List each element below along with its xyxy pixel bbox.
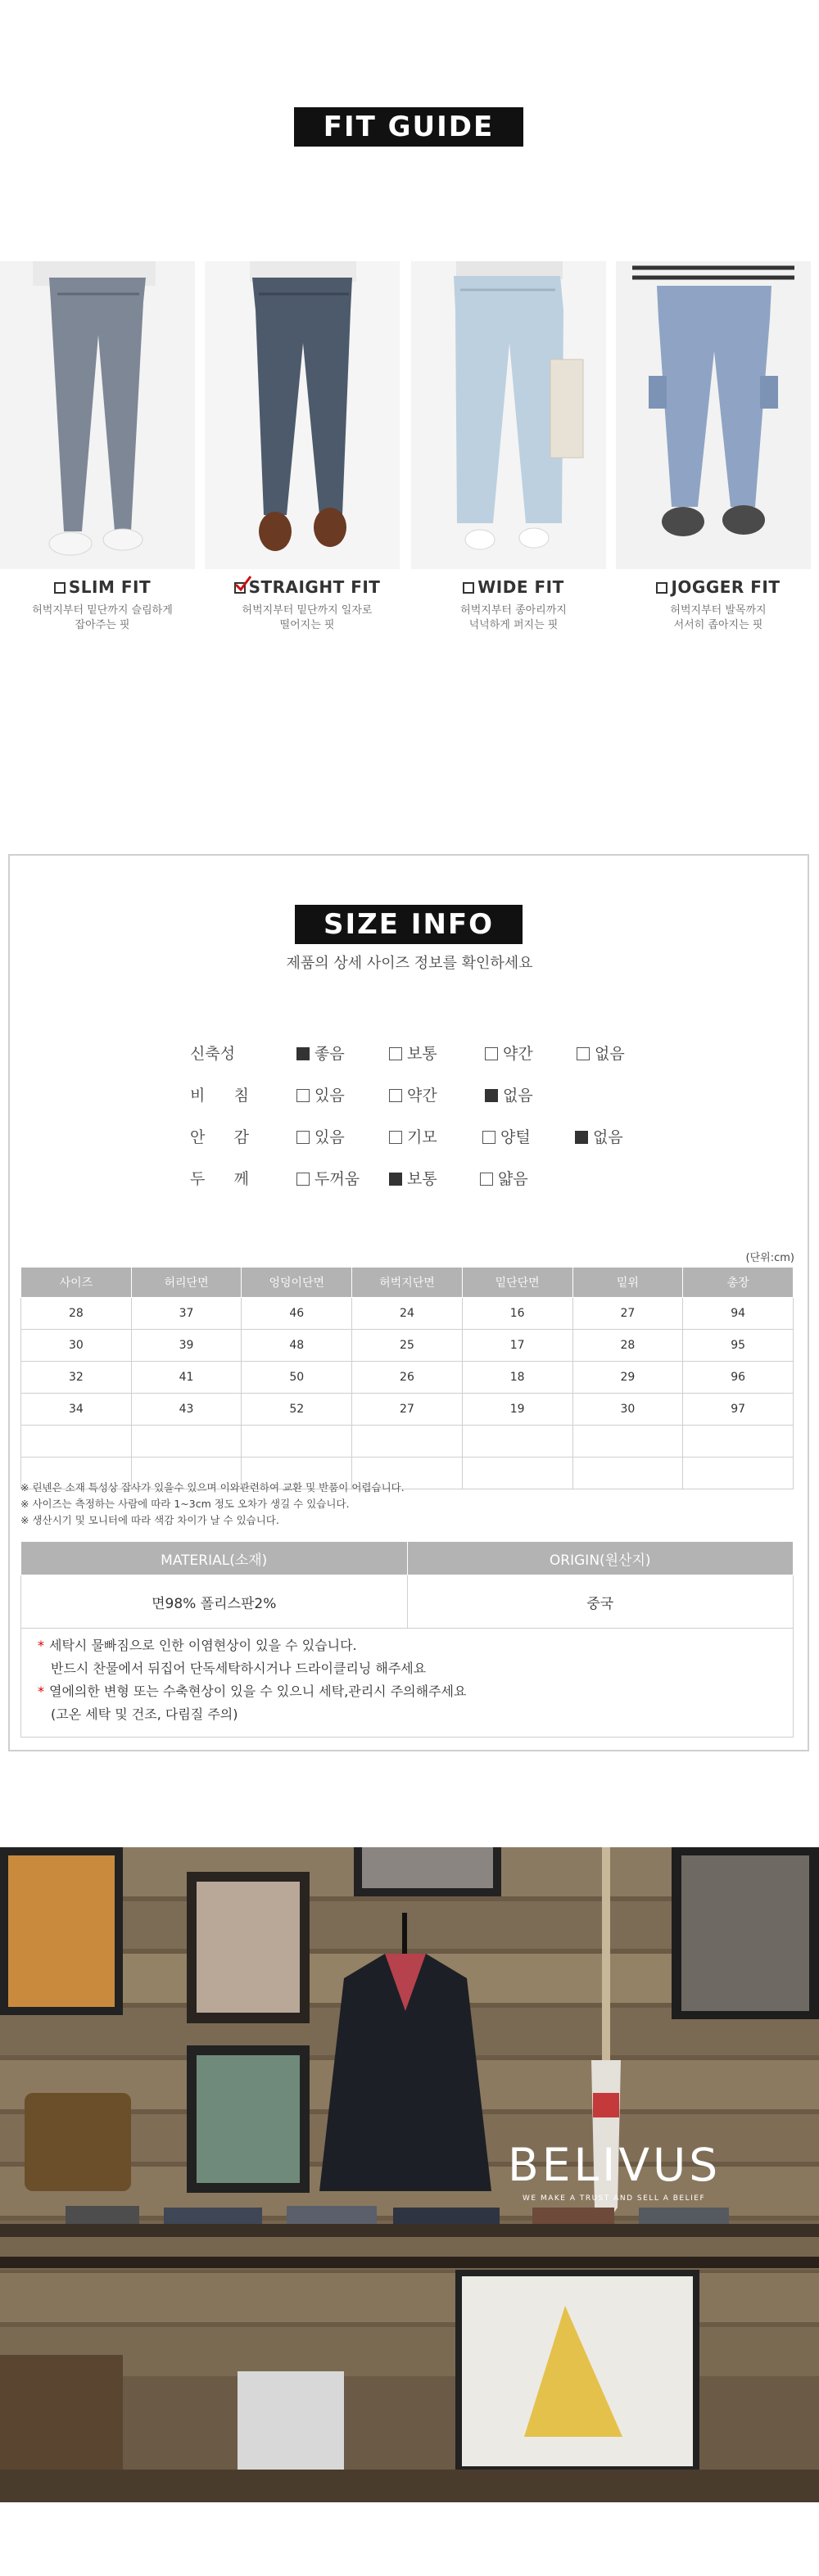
header-waist: 허리단면 xyxy=(131,1268,242,1298)
fit-guide-title: FIT GUIDE xyxy=(294,107,523,147)
empty-square-icon xyxy=(389,1131,402,1144)
option-slight: 약간 xyxy=(485,1042,533,1064)
empty-square-icon xyxy=(296,1089,310,1102)
checkbox-icon[interactable] xyxy=(656,582,667,594)
table-row: 30 39 48 25 17 28 95 xyxy=(21,1330,794,1362)
care-line: (고온 세탁 및 건조, 다림질 주의) xyxy=(51,1706,238,1722)
size-info-subtitle: 제품의 상세 사이즈 정보를 확인하세요 xyxy=(286,955,533,972)
table-row: 34 43 52 27 19 30 97 xyxy=(21,1394,794,1426)
filled-square-icon xyxy=(296,1047,310,1060)
checked-checkbox-icon[interactable] xyxy=(234,582,246,594)
option-none: 없음 xyxy=(575,1125,623,1147)
option-none: 없음 xyxy=(577,1042,625,1064)
empty-square-icon xyxy=(482,1131,495,1144)
filled-square-icon xyxy=(389,1173,402,1186)
brand-tagline: WE MAKE A TRUST AND SELL A BELIEF xyxy=(523,2194,706,2203)
empty-square-icon xyxy=(389,1089,402,1102)
care-line: 반드시 찬물에서 뒤집어 단독세탁하시거나 드라이클리닝 해주세요 xyxy=(51,1661,427,1676)
fit-option-straight[interactable]: STRAIGHT FIT xyxy=(205,577,410,597)
asterisk-icon: * xyxy=(38,1683,44,1699)
care-line: * 열에의한 변형 또는 수축현상이 있을 수 있으니 세탁,관리시 주의해주세요 xyxy=(38,1683,467,1699)
option-none: 없음 xyxy=(485,1083,533,1105)
jogger-fit-photo xyxy=(616,261,811,569)
note-measure: ※ 사이즈는 측정하는 사람에 따라 1~3cm 정도 오차가 생길 수 있습니다. xyxy=(20,1498,350,1510)
unit-label: (단위:cm) xyxy=(745,1252,794,1264)
filled-square-icon xyxy=(575,1131,588,1144)
checkbox-icon[interactable] xyxy=(54,582,66,594)
table-row: 32 41 50 26 18 29 96 xyxy=(21,1362,794,1394)
care-instructions xyxy=(20,1625,794,1738)
straight-fit-description: 허벅지부터 밑단까지 일자로 떨어지는 핏 xyxy=(242,604,373,631)
straight-fit-photo xyxy=(205,261,400,569)
empty-square-icon xyxy=(480,1173,493,1186)
jogger-fit-description: 허벅지부터 발목까지 서서히 좁아지는 핏 xyxy=(670,604,767,631)
attribute-lining: 안 감 있음 기모 양털 없음 xyxy=(190,1125,649,1150)
header-rise: 밑위 xyxy=(572,1268,683,1298)
origin-header: ORIGIN(원산지) xyxy=(407,1542,794,1575)
size-table xyxy=(20,1267,794,1489)
empty-square-icon xyxy=(577,1047,590,1060)
wide-fit-description: 허벅지부터 종아리까지 넉넉하게 퍼지는 핏 xyxy=(460,604,567,631)
table-row xyxy=(21,1426,794,1457)
option-yes: 있음 xyxy=(296,1083,345,1105)
fit-option-wide[interactable]: WIDE FIT xyxy=(411,577,616,597)
header-length: 총장 xyxy=(683,1268,794,1298)
option-thick: 두꺼움 xyxy=(296,1167,360,1189)
empty-square-icon xyxy=(485,1047,498,1060)
attribute-seethrough: 비 침 있음 약간 없음 xyxy=(190,1083,649,1108)
note-linen: ※ 린넨은 소재 특성상 잡사가 있을수 있으며 이와관련하여 교환 및 반품이 어렵습니다. xyxy=(20,1481,405,1494)
option-good: 좋음 xyxy=(296,1042,345,1064)
option-thin: 얇음 xyxy=(480,1167,528,1189)
slim-fit-photo xyxy=(0,261,195,569)
header-hip: 엉덩이단면 xyxy=(242,1268,352,1298)
option-yes: 있음 xyxy=(296,1125,345,1147)
option-normal: 보통 xyxy=(389,1167,437,1189)
material-origin-table xyxy=(20,1541,794,1629)
size-info-title: SIZE INFO xyxy=(295,905,523,944)
checkbox-icon[interactable] xyxy=(463,582,474,594)
size-table-header xyxy=(21,1268,794,1298)
empty-square-icon xyxy=(296,1173,310,1186)
option-fleece: 양털 xyxy=(482,1125,531,1147)
brand-logo: BELIVUS xyxy=(508,2139,722,2191)
fit-option-jogger[interactable]: JOGGER FIT xyxy=(616,577,819,597)
header-thigh: 허벅지단면 xyxy=(352,1268,463,1298)
note-color: ※ 생산시기 및 모니터에 따라 색감 차이가 날 수 있습니다. xyxy=(20,1514,279,1526)
wide-fit-photo xyxy=(411,261,606,569)
header-size: 사이즈 xyxy=(21,1268,132,1298)
attribute-thickness: 두 께 두꺼움 보통 얇음 xyxy=(190,1167,649,1191)
material-value: 면98% 폴리스판2% xyxy=(21,1575,408,1629)
header-hem: 밑단단면 xyxy=(462,1268,572,1298)
attribute-elasticity: 신축성 좋음 보통 약간 없음 xyxy=(190,1042,649,1066)
option-brushed: 기모 xyxy=(389,1125,437,1147)
filled-square-icon xyxy=(485,1089,498,1102)
origin-value: 중국 xyxy=(407,1575,794,1629)
material-header: MATERIAL(소재) xyxy=(21,1542,408,1575)
care-line: * 세탁시 물빠짐으로 인한 이염현상이 있을 수 있습니다. xyxy=(38,1638,357,1653)
empty-square-icon xyxy=(296,1131,310,1144)
asterisk-icon: * xyxy=(38,1638,44,1653)
fit-option-slim[interactable]: SLIM FIT xyxy=(0,577,205,597)
table-row: 28 37 46 24 16 27 94 xyxy=(21,1298,794,1330)
option-slight: 약간 xyxy=(389,1083,437,1105)
option-normal: 보통 xyxy=(389,1042,437,1064)
empty-square-icon xyxy=(389,1047,402,1060)
slim-fit-description: 허벅지부터 밑단까지 슬림하게 잡아주는 핏 xyxy=(32,604,173,631)
